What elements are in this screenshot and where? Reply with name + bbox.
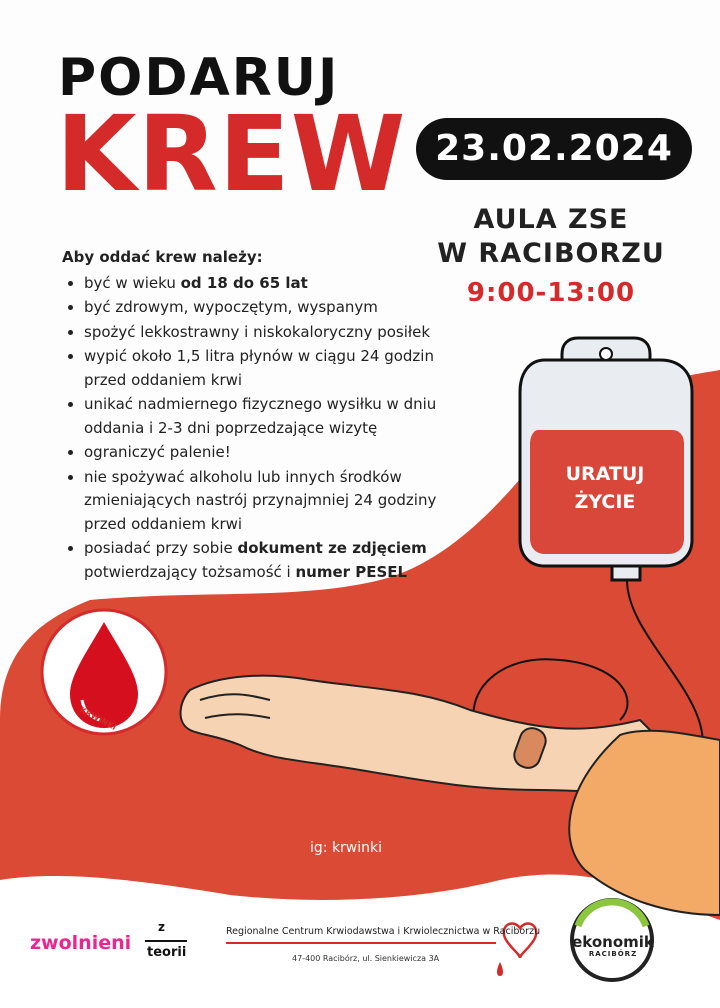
list-item: • nie spożywać alkoholu lub innych środków zmieniających nastrój przynajmniej 24 godziny przed oddaniem krwi (84, 466, 442, 537)
list-item: • unikać nadmiernego fizycznego wysiłku w dniu oddania i 2-3 dni poprzedzające wizytę (84, 393, 442, 440)
zwolnieni-divider (145, 940, 187, 942)
bag-label: URATUJ ŻYCIE (565, 463, 645, 513)
requirements-list (62, 272, 442, 585)
date-badge: 23.02.2024 (416, 118, 692, 180)
instagram-handle: ig: krwinki (310, 840, 383, 856)
list-item: • posiadać przy sobie dokument ze zdjęciem potwierdzający tożsamość i numer PESEL (84, 537, 442, 584)
blood-bag-icon (520, 338, 692, 580)
rckik-address: 47-400 Racibórz, ul. Sienkiewicza 3A (292, 954, 440, 963)
list-item: • być w wieku od 18 do 65 lat (84, 272, 442, 296)
rckik-divider (226, 942, 496, 944)
rckik-name: Regionalne Centrum Krwiodawstwa i Krwiolecznictwa w Raciborzu (226, 926, 541, 937)
title-line2: KREW (56, 93, 407, 215)
title-line1: PODARUJ (58, 48, 340, 108)
ekonomik-logo-text: ekonomik (572, 933, 654, 951)
event-time: 9:00-13:00 (466, 278, 636, 308)
blood-drop-icon (42, 610, 166, 734)
badge-text: KRWINKI (78, 705, 118, 732)
zwolnieni-logo-text: zwolnieni (30, 932, 132, 954)
list-item: • spożyć lekkostrawny i niskokaloryczny posiłek (84, 321, 442, 345)
list-item: • wypić około 1,5 litra płynów w ciągu 24 godzin przed oddaniem krwi (84, 345, 442, 392)
list-item: • być zdrowym, wypoczętym, wyspanym (84, 296, 442, 320)
requirements-block (62, 246, 442, 585)
venue-line1: AULA ZSE (473, 204, 629, 235)
ekonomik-logo-sub: RACIBÓRZ (588, 950, 638, 958)
requirements-heading: Aby oddać krew należy: (62, 248, 263, 266)
zwolnieni-z: z (158, 920, 165, 934)
list-item: • ograniczyć palenie! (84, 441, 442, 465)
venue-line2: W RACIBORZU (437, 238, 665, 269)
zwolnieni-teorii: teorii (147, 945, 187, 960)
